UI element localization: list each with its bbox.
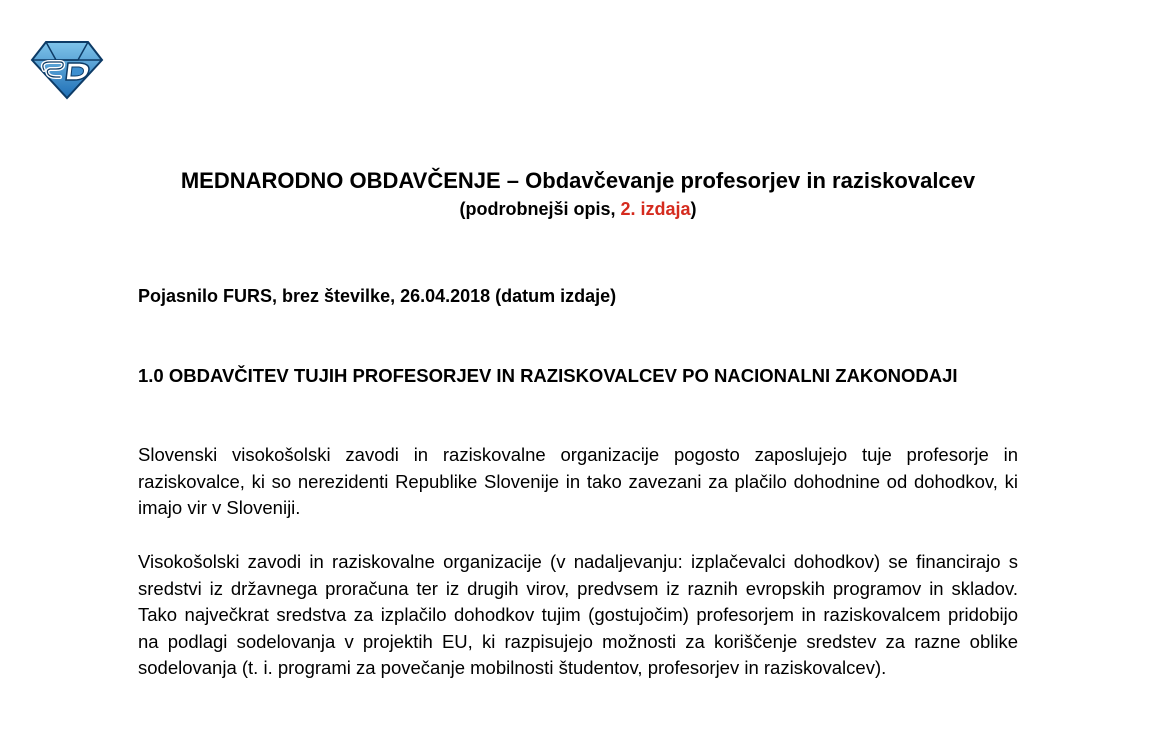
edition-label: 2. izdaja: [620, 199, 691, 219]
section-heading: 1.0 OBDAVČITEV TUJIH PROFESORJEV IN RAZISKOVALCEV PO NACIONALNI ZAKONODAJI: [138, 365, 958, 386]
sd-diamond-logo-icon: [30, 40, 104, 100]
document-subtitle: [138, 197, 1018, 221]
title-block: [138, 166, 1018, 221]
document-title: MEDNARODNO OBDAVČENJE – Obdavčevanje profesorjev in raziskovalcev: [180, 168, 976, 193]
paragraph: Slovenski visokošolski zavodi in raziskovalne organizacije pogosto zaposlujejo tuje profesorje in raziskovalce, ki so nerezidenti Republike Slovenije in tako zavezani za plačilo dohodnine od dohodkov, ki imajo vir v Sloveniji.: [138, 444, 1018, 518]
source-line: Pojasnilo FURS, brez številke, 26.04.2018 (datum izdaje): [138, 286, 617, 306]
subtitle-prefix: (podrobnejši opis,: [459, 199, 621, 219]
paragraph: Visokošolski zavodi in raziskovalne organizacije (v nadaljevanju: izplačevalci dohodkov) se financirajo s sredstvi iz državnega proračuna ter iz drugih virov, predvsem iz raznih evropskih programov in skladov. Tako največkrat sredstva za izplačilo dohodkov tujim (gostujočim) profesorjem in raziskovalcem pridobijo na podlagi sodelovanja v projektih EU, ki razpisujejo možnosti za koriščenje sredstev za razne oblike sodelovanja (t. i. programi za povečanje mobilnosti študentov, profesorjev in raziskovalcev).: [138, 551, 1018, 678]
subtitle-suffix: ): [690, 199, 697, 219]
